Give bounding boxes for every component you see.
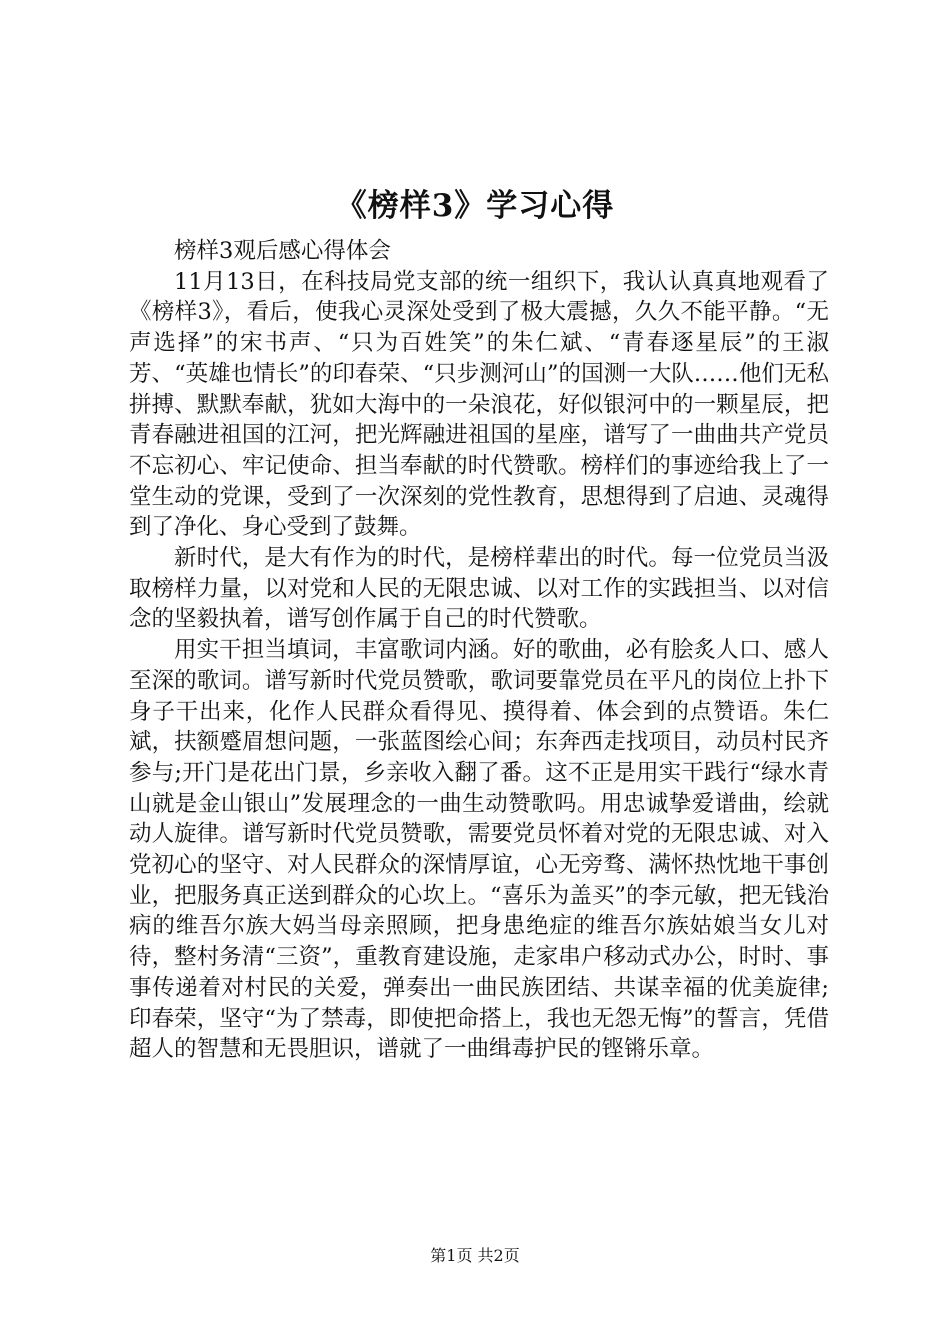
document-subtitle: 榜样3观后感心得体会 xyxy=(174,238,391,264)
body-paragraph: 11月13日，在科技局党支部的统一组织下，我认认真真地观看了《榜样3》，看后，使我心灵深处受到了极大震撼，久久不能平静。“无声选择”的宋书声、“只为百姓笑”的朱仁斌、“青春逐星辰”的王淑芳、“英雄也情长”的印春荣、“只步测河山”的国测一大队……他们无私拼搏、默默奉献，犹如大海中的一朵浪花，好似银河中的一颗星辰，把青春融进祖国的江河，把光辉融进祖国的星座，谱写了一曲曲共产党员不忘初心、牢记使命、担当奉献的时代赞歌。榜样们的事迹给我上了一堂生动的党课，受到了一次深刻的党性教育，思想得到了启迪、灵魂得到了净化、身心受到了鼓舞。 xyxy=(129,268,829,541)
body-paragraph: 用实干担当填词，丰富歌词内涵。好的歌曲，必有脍炙人口、感人至深的歌词。谱写新时代党员赞歌，歌词要靠党员在平凡的岗位上扑下身子干出来，化作人民群众看得见、摸得着、体会到的点赞语。朱仁斌，扶额蹙眉想问题，一张蓝图绘心间；东奔西走找项目，动员村民齐参与;开门是花出门景，乡亲收入翻了番。这不正是用实干践行“绿水青山就是金山银山”发展理念的一曲生动赞歌吗。用忠诚挚爱谱曲，绘就动人旋律。谱写新时代党员赞歌，需要党员怀着对党的无限忠诚、对入党初心的坚守、对人民群众的深情厚谊，心无旁骛、满怀热忱地干事创业，把服务真正送到群众的心坎上。“喜乐为盖买”的李元敏，把无钱治病的维吾尔族大妈当母亲照顾，把身患绝症的维吾尔族姑娘当女儿对待，整村务清“三资”，重教育建设施，走家串户移动式办公，时时、事事传递着对村民的关爱，弹奏出一曲民族团结、共谋幸福的优美旋律;印春荣，坚守“为了禁毒，即使把命搭上，我也无怨无悔”的誓言，凭借超人的智慧和无畏胆识，谱就了一曲缉毒护民的铿锵乐章。 xyxy=(129,637,829,1063)
body-paragraph: 新时代，是大有作为的时代，是榜样辈出的时代。每一位党员当汲取榜样力量，以对党和人民的无限忠诚、以对工作的实践担当、以对信念的坚毅执着，谱写创作属于自己的时代赞歌。 xyxy=(129,545,829,633)
document-body xyxy=(129,236,829,1065)
document-title: 《榜样3》学习心得 xyxy=(335,188,615,224)
page-number-footer: 第1页 共2页 xyxy=(430,1246,520,1265)
